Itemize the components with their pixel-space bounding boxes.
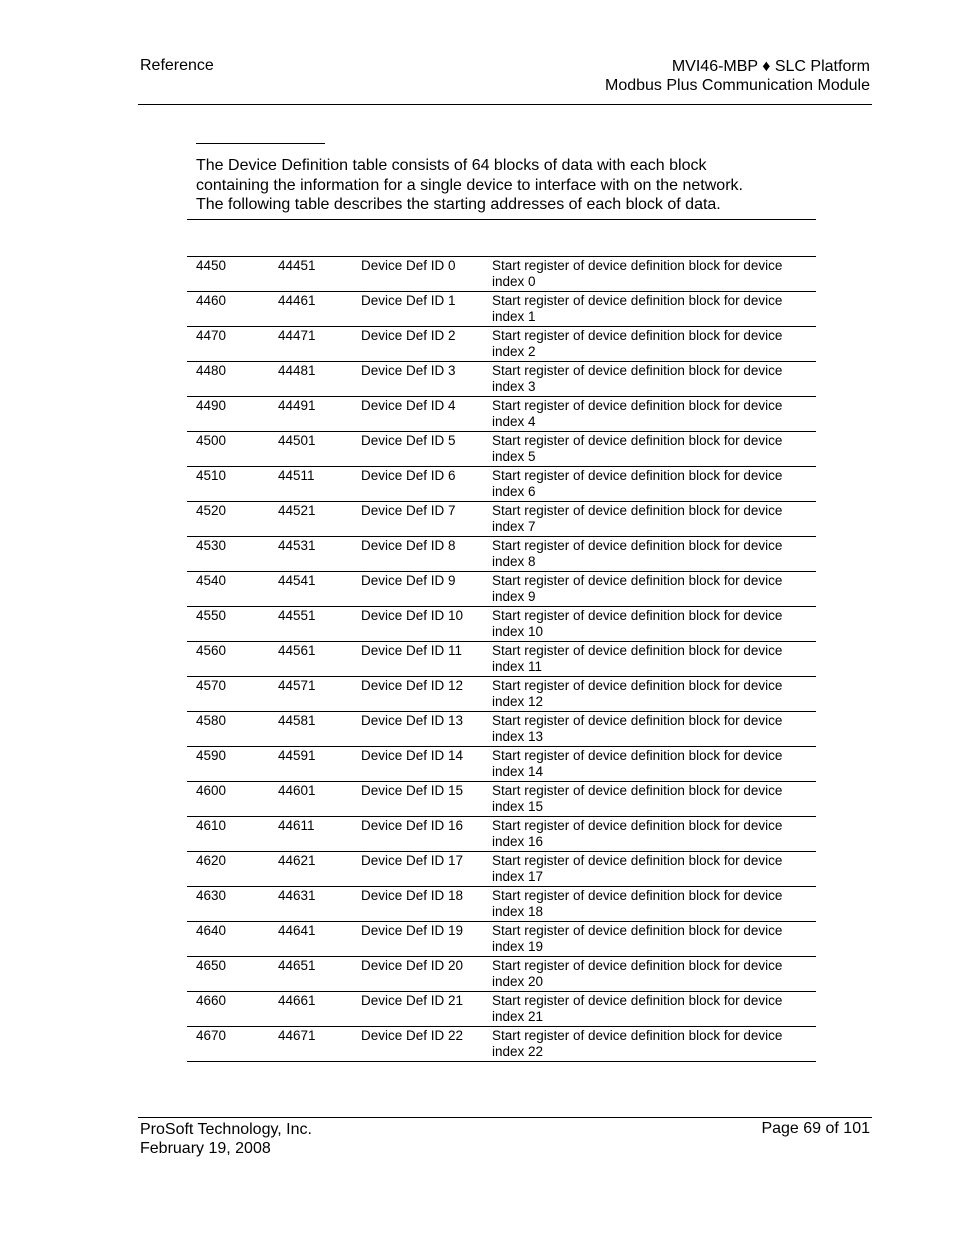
table-row <box>187 537 816 572</box>
table-row <box>187 572 816 607</box>
description-cell: Start register of device definition block for device index 7 <box>483 502 816 537</box>
name-cell: Device Def ID 16 <box>352 817 483 852</box>
header-product-name: MVI46-MBP ♦ SLC Platform <box>671 58 870 75</box>
name-cell: Device Def ID 1 <box>352 292 483 327</box>
description-cell: Start register of device definition block for device index 17 <box>483 852 816 887</box>
address-cell: 4490 <box>187 397 269 432</box>
name-cell: Device Def ID 9 <box>352 572 483 607</box>
table-row <box>187 712 816 747</box>
table-row <box>187 992 816 1027</box>
table-row <box>187 432 816 467</box>
address-cell: 4450 <box>187 257 269 292</box>
description-cell: Start register of device definition block for device index 3 <box>483 362 816 397</box>
description-cell: Start register of device definition block for device index 6 <box>483 467 816 502</box>
address-cell: 4550 <box>187 607 269 642</box>
name-cell: Device Def ID 20 <box>352 957 483 992</box>
table-row <box>187 957 816 992</box>
table-row <box>187 327 816 362</box>
section-heading-rule <box>196 143 325 144</box>
name-cell: Device Def ID 13 <box>352 712 483 747</box>
register-cell: 44561 <box>269 642 352 677</box>
address-cell: 4580 <box>187 712 269 747</box>
description-cell: Start register of device definition block for device index 0 <box>483 257 816 292</box>
description-cell: Start register of device definition block for device index 1 <box>483 292 816 327</box>
name-cell: Device Def ID 10 <box>352 607 483 642</box>
description-cell: Start register of device definition block for device index 12 <box>483 677 816 712</box>
register-cell: 44541 <box>269 572 352 607</box>
address-cell: 4610 <box>187 817 269 852</box>
register-cell: 44461 <box>269 292 352 327</box>
register-cell: 44451 <box>269 257 352 292</box>
name-cell: Device Def ID 19 <box>352 922 483 957</box>
intro-divider <box>187 219 816 220</box>
table-body <box>187 257 816 1062</box>
description-cell: Start register of device definition block for device index 10 <box>483 607 816 642</box>
name-cell: Device Def ID 17 <box>352 852 483 887</box>
description-cell: Start register of device definition block for device index 20 <box>483 957 816 992</box>
address-cell: 4630 <box>187 887 269 922</box>
register-cell: 44511 <box>269 467 352 502</box>
address-cell: 4590 <box>187 747 269 782</box>
footer-company: ProSoft Technology, Inc. <box>140 1121 312 1138</box>
description-cell: Start register of device definition block for device index 5 <box>483 432 816 467</box>
device-definition-table <box>187 256 816 1062</box>
address-cell: 4500 <box>187 432 269 467</box>
intro-line: The Device Definition table consists of 64 blocks of data with each block <box>196 157 707 174</box>
table-row <box>187 257 816 292</box>
table-row <box>187 887 816 922</box>
footer-page-number: Page 69 of 101 <box>761 1120 870 1137</box>
address-cell: 4520 <box>187 502 269 537</box>
address-cell: 4560 <box>187 642 269 677</box>
address-cell: 4540 <box>187 572 269 607</box>
address-cell: 4460 <box>187 292 269 327</box>
name-cell: Device Def ID 3 <box>352 362 483 397</box>
description-cell: Start register of device definition block for device index 15 <box>483 782 816 817</box>
register-cell: 44481 <box>269 362 352 397</box>
name-cell: Device Def ID 5 <box>352 432 483 467</box>
name-cell: Device Def ID 15 <box>352 782 483 817</box>
table-row <box>187 747 816 782</box>
register-cell: 44601 <box>269 782 352 817</box>
name-cell: Device Def ID 6 <box>352 467 483 502</box>
register-cell: 44591 <box>269 747 352 782</box>
register-cell: 44671 <box>269 1027 352 1062</box>
register-cell: 44571 <box>269 677 352 712</box>
register-cell: 44651 <box>269 957 352 992</box>
table-row <box>187 677 816 712</box>
address-cell: 4620 <box>187 852 269 887</box>
table-row <box>187 782 816 817</box>
register-cell: 44471 <box>269 327 352 362</box>
header-section-title: Reference <box>140 57 214 74</box>
address-cell: 4480 <box>187 362 269 397</box>
description-cell: Start register of device definition block for device index 19 <box>483 922 816 957</box>
address-cell: 4570 <box>187 677 269 712</box>
footer-date: February 19, 2008 <box>140 1140 271 1157</box>
header-product-subtitle: Modbus Plus Communication Module <box>604 77 870 94</box>
description-cell: Start register of device definition block for device index 9 <box>483 572 816 607</box>
address-cell: 4470 <box>187 327 269 362</box>
name-cell: Device Def ID 8 <box>352 537 483 572</box>
register-cell: 44491 <box>269 397 352 432</box>
table-row <box>187 502 816 537</box>
name-cell: Device Def ID 11 <box>352 642 483 677</box>
register-cell: 44631 <box>269 887 352 922</box>
description-cell: Start register of device definition block for device index 2 <box>483 327 816 362</box>
register-cell: 44531 <box>269 537 352 572</box>
name-cell: Device Def ID 0 <box>352 257 483 292</box>
register-cell: 44501 <box>269 432 352 467</box>
description-cell: Start register of device definition block for device index 11 <box>483 642 816 677</box>
address-cell: 4530 <box>187 537 269 572</box>
footer-divider <box>138 1117 872 1118</box>
name-cell: Device Def ID 12 <box>352 677 483 712</box>
register-cell: 44641 <box>269 922 352 957</box>
description-cell: Start register of device definition block for device index 14 <box>483 747 816 782</box>
register-cell: 44581 <box>269 712 352 747</box>
description-cell: Start register of device definition block for device index 8 <box>483 537 816 572</box>
register-cell: 44521 <box>269 502 352 537</box>
address-cell: 4600 <box>187 782 269 817</box>
intro-paragraph <box>196 156 816 215</box>
description-cell: Start register of device definition block for device index 18 <box>483 887 816 922</box>
header-divider <box>138 104 872 105</box>
intro-line: The following table describes the starting addresses of each block of data. <box>196 196 721 213</box>
register-cell: 44611 <box>269 817 352 852</box>
table-row <box>187 922 816 957</box>
name-cell: Device Def ID 4 <box>352 397 483 432</box>
description-cell: Start register of device definition block for device index 22 <box>483 1027 816 1062</box>
address-cell: 4650 <box>187 957 269 992</box>
description-cell: Start register of device definition block for device index 13 <box>483 712 816 747</box>
address-cell: 4670 <box>187 1027 269 1062</box>
name-cell: Device Def ID 21 <box>352 992 483 1027</box>
table-row <box>187 817 816 852</box>
table-row <box>187 642 816 677</box>
description-cell: Start register of device definition block for device index 16 <box>483 817 816 852</box>
description-cell: Start register of device definition block for device index 4 <box>483 397 816 432</box>
header-product <box>605 57 870 95</box>
table-row <box>187 607 816 642</box>
register-cell: 44551 <box>269 607 352 642</box>
intro-line: containing the information for a single device to interface with on the network. <box>196 176 743 194</box>
address-cell: 4510 <box>187 467 269 502</box>
name-cell: Device Def ID 22 <box>352 1027 483 1062</box>
table-row <box>187 467 816 502</box>
name-cell: Device Def ID 2 <box>352 327 483 362</box>
name-cell: Device Def ID 18 <box>352 887 483 922</box>
address-cell: 4640 <box>187 922 269 957</box>
name-cell: Device Def ID 14 <box>352 747 483 782</box>
address-cell: 4660 <box>187 992 269 1027</box>
table-row <box>187 362 816 397</box>
table-row <box>187 852 816 887</box>
table-row <box>187 1027 816 1062</box>
table-row <box>187 292 816 327</box>
register-cell: 44661 <box>269 992 352 1027</box>
description-cell: Start register of device definition block for device index 21 <box>483 992 816 1027</box>
footer-info <box>140 1120 312 1158</box>
name-cell: Device Def ID 7 <box>352 502 483 537</box>
register-cell: 44621 <box>269 852 352 887</box>
table-row <box>187 397 816 432</box>
